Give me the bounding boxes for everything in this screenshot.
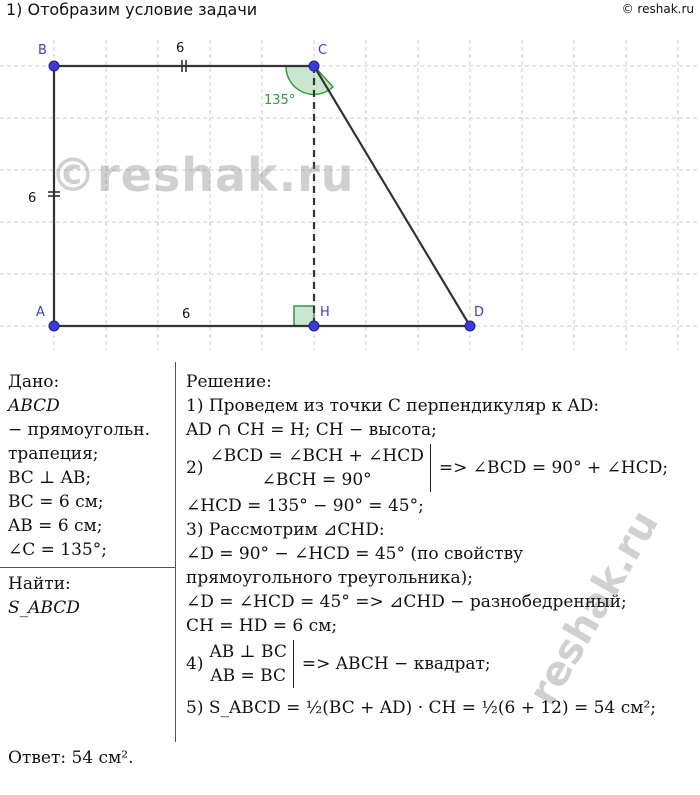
given-line: BC = 6 см;	[8, 492, 104, 512]
given-divider	[0, 567, 175, 568]
step-number: 4)	[186, 654, 204, 674]
label-b: B	[38, 43, 47, 58]
given-line: ABCD	[8, 396, 60, 416]
watermark-corner: reshak.ru	[520, 502, 668, 713]
solution-step-2	[186, 442, 696, 494]
system-brace	[209, 444, 430, 492]
given-line: AB = 6 см;	[8, 516, 103, 536]
point-a	[49, 321, 59, 331]
solution-block	[186, 370, 696, 720]
label-a: A	[36, 305, 45, 320]
solution-step: ∠HCD = 135° − 90° = 45°;	[186, 496, 424, 516]
step-number: 2)	[186, 458, 204, 478]
solution-step: прямоугольного треугольника);	[186, 568, 474, 588]
find-value: S_ABCD	[8, 598, 80, 618]
label-d: D	[474, 305, 485, 320]
given-line: − прямоугольн.	[8, 420, 150, 440]
solution-step: 5) S_ABCD = ½(BC + AD) · CH = ½(6 + 12) = 54 см²;	[186, 698, 656, 718]
given-block	[8, 370, 168, 562]
label-c: C	[318, 43, 328, 58]
solution-step: AD ∩ CH = H; CH − высота;	[186, 420, 437, 440]
given-line: трапеция;	[8, 444, 99, 464]
solution-step: 3) Рассмотрим ⊿CHD:	[186, 520, 385, 540]
given-line: ∠C = 135°;	[8, 540, 107, 560]
point-b	[49, 61, 59, 71]
point-d	[465, 321, 475, 331]
system-line: AB = BC	[210, 666, 286, 686]
solution-title: Решение:	[186, 372, 272, 392]
angle-label: 135°	[264, 93, 296, 108]
step-result: => ∠BCD = 90° + ∠HCD;	[438, 458, 669, 478]
solution-step: ∠D = ∠HCD = 45° => ⊿CHD − разнобедренный;	[186, 592, 627, 612]
given-line: BC ⊥ AB;	[8, 468, 92, 488]
system-line: AB ⊥ BC	[209, 642, 287, 662]
label-h: H	[320, 305, 330, 320]
system-line: ∠BCH = 90°	[261, 470, 372, 490]
answer-line: Ответ: 54 см².	[8, 748, 134, 768]
find-title: Найти:	[8, 574, 71, 594]
system-line: ∠BCD = ∠BCH + ∠HCD	[209, 446, 424, 466]
find-block	[8, 572, 80, 620]
solution-step: 1) Проведем из точки C перпендикуляр к AD:	[186, 396, 600, 416]
section-heading: 1) Отобразим условие задачи	[6, 0, 258, 19]
system-brace	[209, 640, 293, 688]
point-c	[309, 61, 319, 71]
length-ah: 6	[182, 307, 191, 322]
length-bc: 6	[176, 41, 185, 56]
copyright-label: © reshak.ru	[621, 2, 694, 16]
point-h	[309, 321, 319, 331]
given-title: Дано:	[8, 372, 60, 392]
angle-marker-c	[286, 66, 333, 94]
length-ab: 6	[28, 191, 37, 206]
column-divider	[175, 362, 176, 742]
solution-step: CH = HD = 6 см;	[186, 616, 338, 636]
watermark: ©reshak.ru	[50, 148, 355, 202]
solution-step-4	[186, 638, 696, 690]
solution-step: ∠D = 90° − ∠HCD = 45° (по свойству	[186, 544, 524, 564]
step-result: => ABCH − квадрат;	[301, 654, 491, 674]
